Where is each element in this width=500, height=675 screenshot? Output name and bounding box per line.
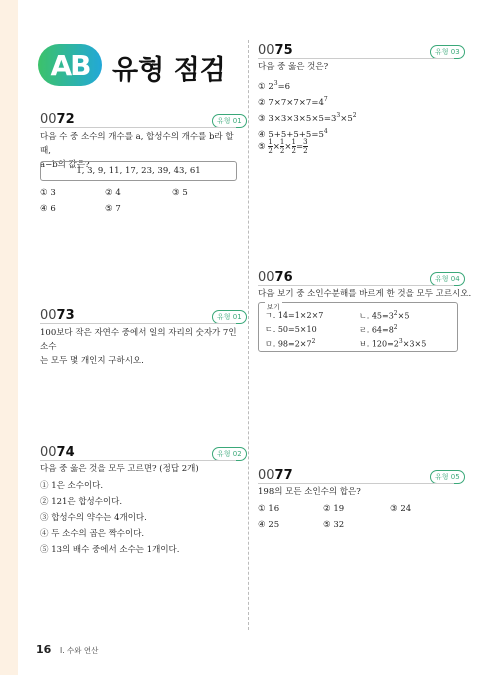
question-73-rule <box>40 323 236 324</box>
question-74-type-badge: 유형 02 <box>212 447 247 461</box>
question-75-text: 다음 중 옳은 것은? <box>258 62 329 72</box>
side-margin-band <box>0 0 18 675</box>
question-75-number: 0075 <box>258 43 293 58</box>
example-box-label: 보기 <box>267 303 280 311</box>
question-72-type-badge: 유형 01 <box>212 114 247 128</box>
question-76-type-badge: 유형 04 <box>430 272 465 286</box>
question-72-text: 다음 수 중 소수의 개수를 a, 합성수의 개수를 b라 할 때, a−b의 값은? <box>40 132 234 170</box>
option[interactable]: ② $7\times 7\times 7\times 7=4^7$ <box>258 96 328 108</box>
question-72-rule <box>40 127 236 128</box>
option[interactable]: ③ 5 <box>172 188 188 198</box>
question-77-type-badge: 유형 05 <box>430 470 465 484</box>
option[interactable]: ① 16 <box>258 504 280 514</box>
option[interactable]: ㄹ. $64=8^2$ <box>359 324 398 335</box>
question-73-text: 100보다 작은 자연수 중에서 일의 자리의 숫자가 7인 소수 는 모두 몇 개인지 구하시오. <box>40 328 237 366</box>
option[interactable]: ② 121은 합성수이다. <box>40 497 123 507</box>
option[interactable]: ① 3 <box>40 188 56 198</box>
page-title: 유형 점검 <box>112 55 226 86</box>
question-74-rule <box>40 460 236 461</box>
question-72-number-list: 1, 3, 9, 11, 17, 23, 39, 43, 61 <box>40 161 237 181</box>
option[interactable]: ④ 두 소수의 곱은 짝수이다. <box>40 529 145 539</box>
question-77-rule <box>258 483 454 484</box>
question-76-text: 다음 보기 중 소인수분해를 바르게 한 것을 모두 고르시오. <box>258 289 472 299</box>
option[interactable]: ㅂ. $120=2^3\times 3\times 5$ <box>359 338 427 349</box>
question-75-rule <box>258 58 454 59</box>
option[interactable]: ③ 24 <box>390 504 412 514</box>
page-number: 16 <box>36 643 52 656</box>
question-75-type-badge: 유형 03 <box>430 45 465 59</box>
question-74-number: 0074 <box>40 445 75 460</box>
ab-logo: AB <box>38 44 102 86</box>
question-76-rule <box>258 285 454 286</box>
option[interactable]: ⑤ 32 <box>323 520 345 530</box>
question-73-number: 0073 <box>40 308 75 323</box>
option[interactable]: ⑤ 7 <box>105 204 121 214</box>
option[interactable]: ③ 합성수의 약수는 4개이다. <box>40 513 147 523</box>
option[interactable]: ④ 25 <box>258 520 280 530</box>
option[interactable]: ㅁ. $98=2\times 7^2$ <box>265 338 316 349</box>
option[interactable]: ㄱ. 14=1×2×7 <box>265 311 324 320</box>
column-divider <box>248 40 249 630</box>
option[interactable]: ⑤ $\frac{1}{2}$ × $\frac{1}{2}$ × $\frac{1}{2}$ = $\frac{3}{2}$ <box>258 138 308 155</box>
option[interactable]: ② 4 <box>105 188 121 198</box>
question-72-number: 0072 <box>40 112 75 127</box>
option[interactable]: ③ $3\times 3\times 3\times 5\times 5=3^3\times 5^2$ <box>258 112 357 124</box>
question-73-type-badge: 유형 01 <box>212 310 247 324</box>
option[interactable]: ㄴ. $45=3^2\times 5$ <box>359 310 410 321</box>
option[interactable]: ④ 6 <box>40 204 56 214</box>
option[interactable]: ① 1은 소수이다. <box>40 481 104 491</box>
question-76-number: 0076 <box>258 270 293 285</box>
question-77-number: 0077 <box>258 468 293 483</box>
option[interactable]: ㄷ. 50=5×10 <box>265 325 317 334</box>
option[interactable]: ② 19 <box>323 504 345 514</box>
option[interactable]: ④ $5+5+5+5=5^4$ <box>258 128 328 140</box>
option[interactable]: ⑤ 13의 배수 중에서 소수는 1개이다. <box>40 545 180 555</box>
option[interactable]: ① $2^3=6$ <box>258 80 291 92</box>
question-74-text: 다음 중 옳은 것을 모두 고르면? (정답 2개) <box>40 464 199 474</box>
question-77-text: 198의 모든 소인수의 합은? <box>258 487 361 497</box>
question-76-example-box <box>258 302 458 352</box>
chapter-label: I. 수와 연산 <box>60 646 99 655</box>
